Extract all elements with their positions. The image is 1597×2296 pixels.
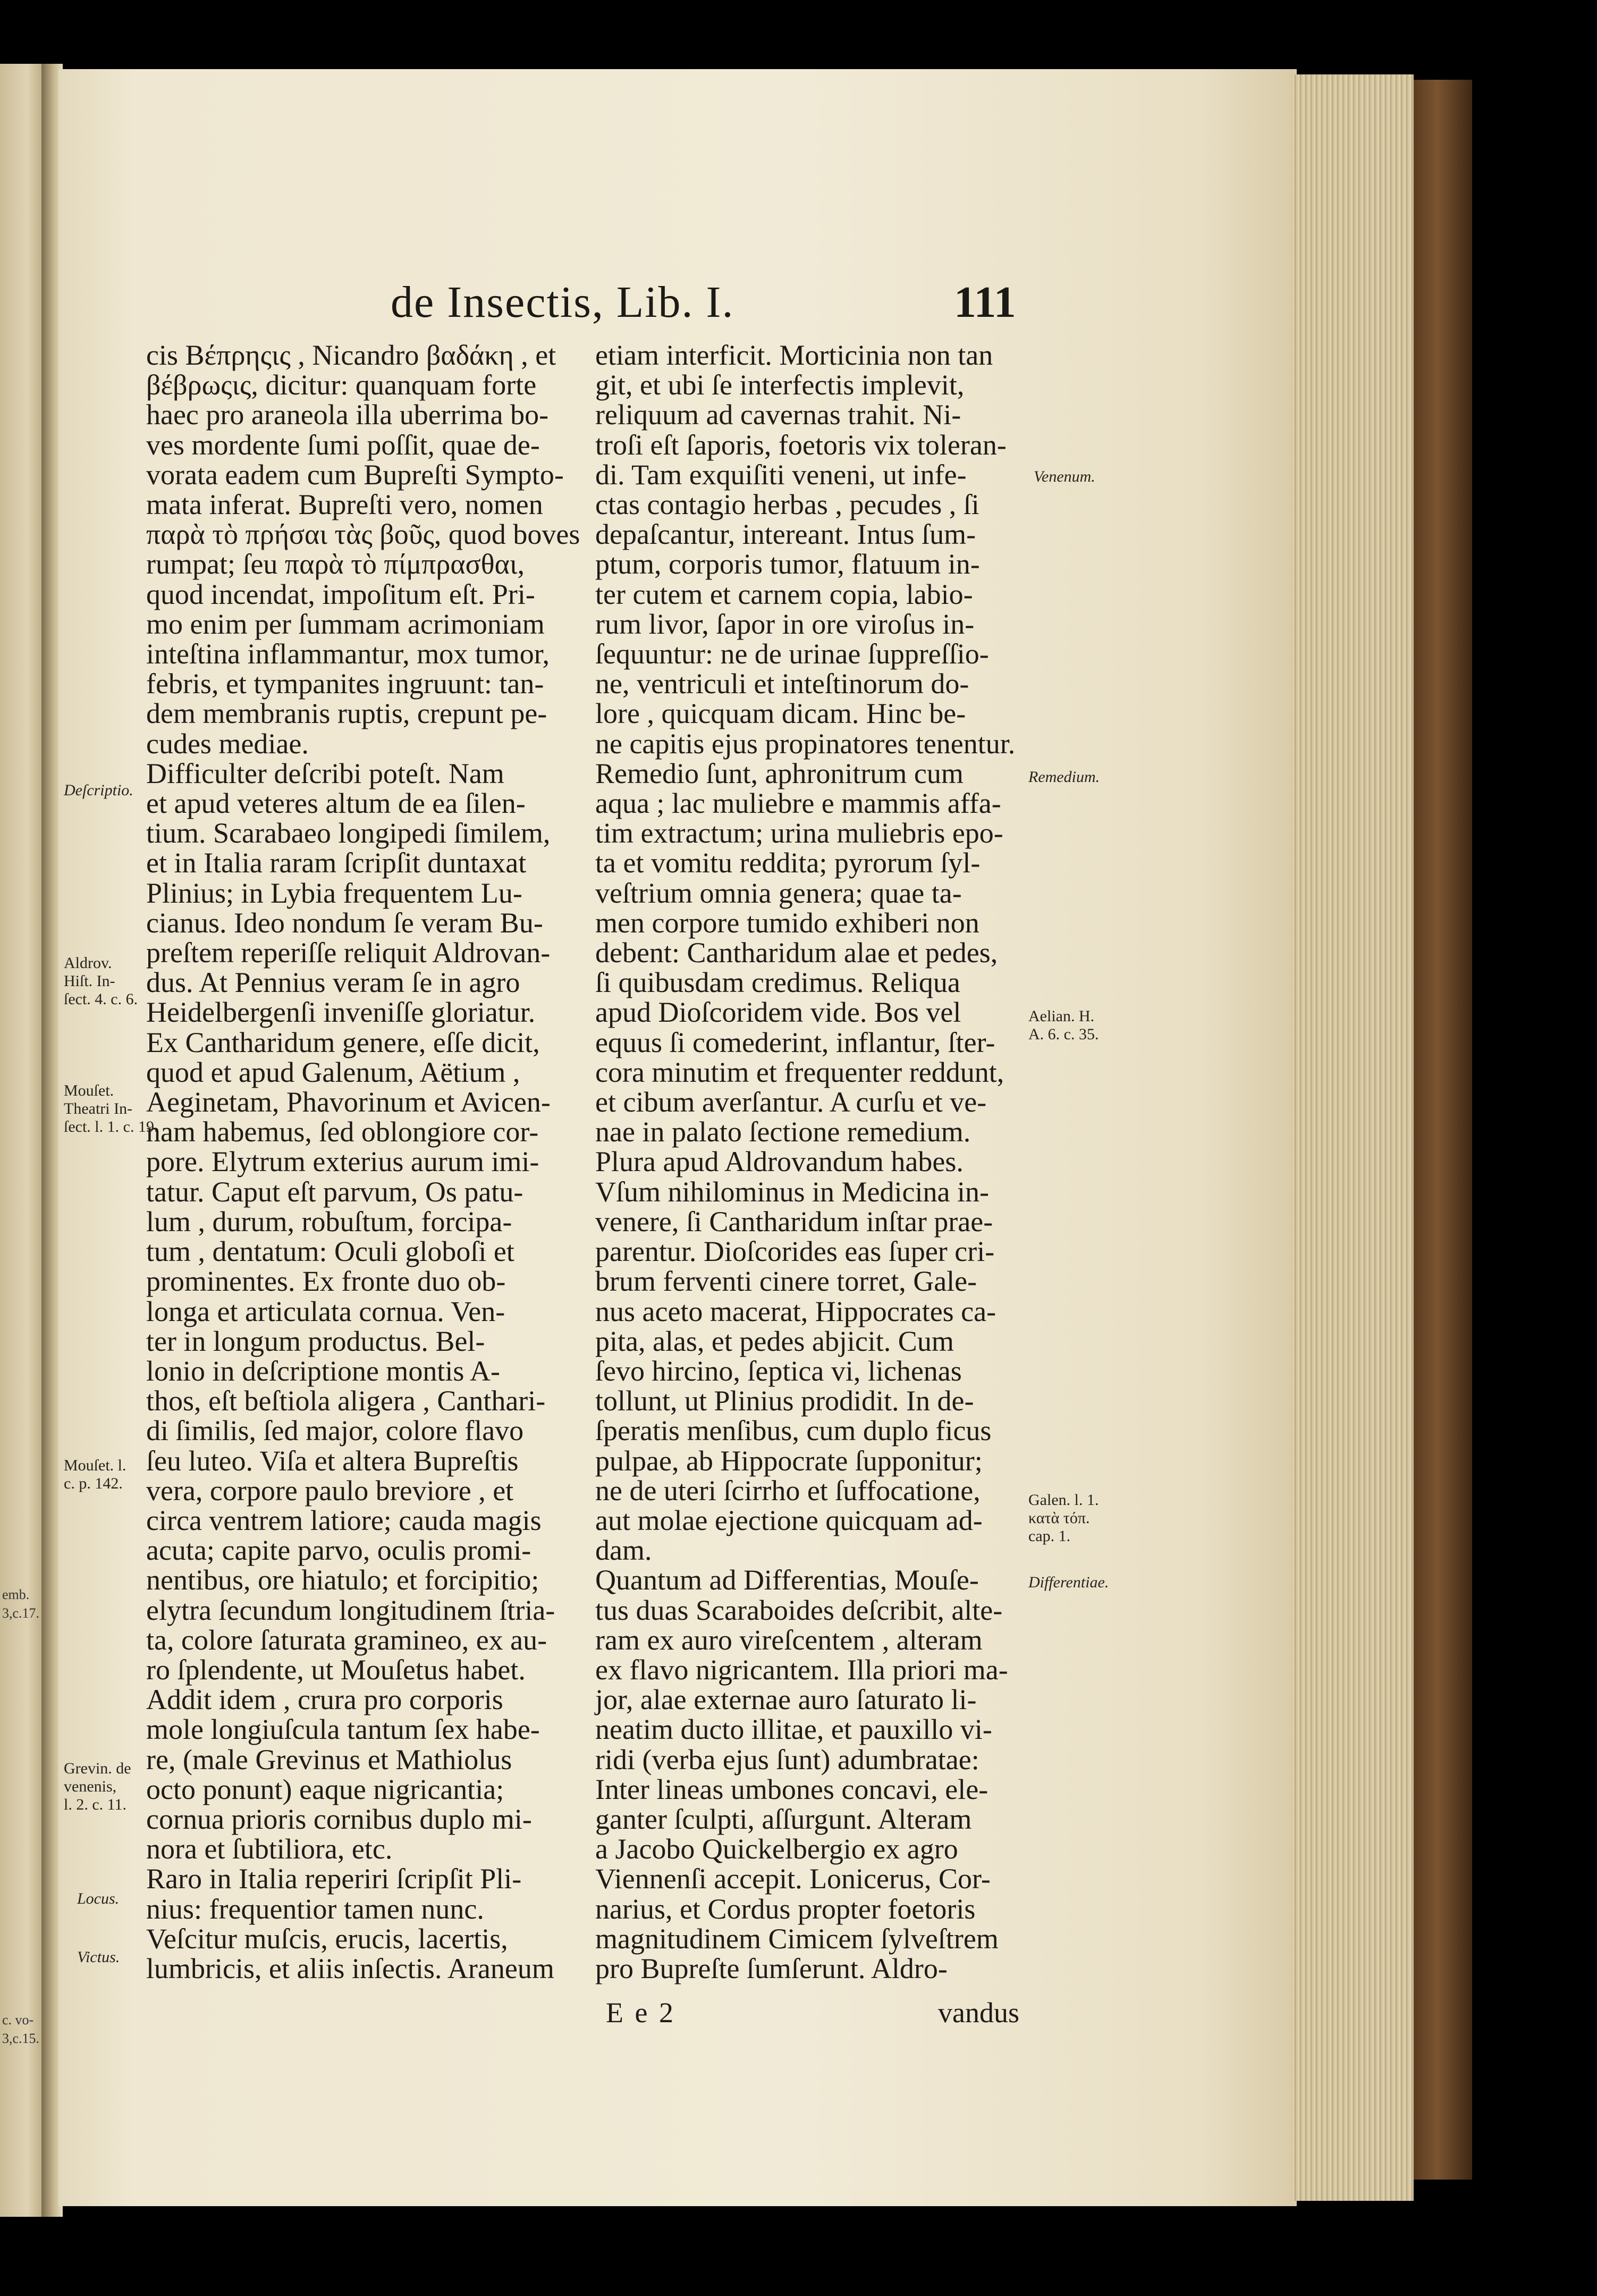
text-line: tollunt, ut Plinius prodidit. In de-: [595, 1385, 974, 1417]
text-line: etiam interficit. Morticinia non tan: [595, 339, 993, 371]
text-line: pulpae, ab Hippocrate ſupponitur;: [595, 1444, 983, 1477]
text-line: reliquum ad cavernas trahit. Ni-: [595, 399, 961, 431]
page-fore-edge: [1291, 74, 1414, 2201]
text-line: nus aceto macerat, Hippocrates ca-: [595, 1295, 996, 1327]
running-header: de Insectis, Lib. I.: [391, 277, 734, 327]
text-line: et in Italia raram ſcripſit duntaxat: [146, 847, 527, 879]
text-line: mole longiuſcula tantum ſex habe-: [146, 1713, 540, 1746]
text-line: Remedio ſunt, aphronitrum cum: [595, 757, 964, 789]
text-line: haec pro araneola illa uberrima bo-: [146, 399, 549, 431]
text-line: Difficulter deſcribi poteſt. Nam: [146, 757, 504, 789]
text-line: ctas contagio herbas , pecudes , ſi: [595, 489, 979, 521]
margin-note-aldrovandus: Aldrov. Hiſt. In- ſect. 4. c. 6.: [64, 954, 138, 1008]
text-line: ne de uteri ſcirrho et ſuffocatione,: [595, 1474, 981, 1507]
text-line: acuta; capite parvo, oculis promi-: [146, 1534, 531, 1567]
left-page-fragment: 3,c.17.: [2, 1605, 40, 1621]
text-line: aqua ; lac muliebre e mammis affa-: [595, 787, 1001, 820]
text-line: nam habemus, ſed oblongiore cor-: [146, 1116, 539, 1148]
text-line: rum livor, ſapor in ore viroſus in-: [595, 608, 975, 640]
text-line: ganter ſculpti, aſſurgunt. Alteram: [595, 1803, 972, 1835]
text-line: depaſcantur, intereant. Intus ſum-: [595, 518, 976, 551]
margin-note-differentiae: Differentiae.: [1028, 1574, 1109, 1591]
text-line: et cibum averſantur. A curſu et ve-: [595, 1086, 987, 1118]
text-line: ter cutem et carnem copia, labio-: [595, 578, 973, 610]
text-line: magnitudinem Cimicem ſylveſtrem: [595, 1922, 999, 1955]
text-line: Plinius; in Lybia frequentem Lu-: [146, 877, 522, 909]
text-line: git, et ubi ſe interfectis implevit,: [595, 369, 965, 401]
text-line: veſtrium omnia genera; quae ta-: [595, 877, 962, 909]
text-line: narius, et Cordus propter foetoris: [595, 1893, 976, 1925]
text-line: ro ſplendente, ut Mouſetus habet.: [146, 1653, 526, 1686]
text-line: lore , quicquam dicam. Hinc be-: [595, 697, 966, 730]
text-line: ter in longum productus. Bel-: [146, 1325, 485, 1357]
text-line: di. Tam exquiſiti veneni, ut infe-: [595, 458, 967, 491]
text-line: dem membranis ruptis, crepunt pe-: [146, 697, 547, 730]
text-line: inteſtina inflammantur, mox tumor,: [146, 638, 550, 670]
text-line: vorata eadem cum Bupreſti Sympto-: [146, 458, 564, 491]
text-line: tum , dentatum: Oculi globoſi et: [146, 1235, 514, 1268]
text-line: ves mordente ſumi poſſit, quae de-: [146, 428, 540, 461]
book-cover-edge: [1414, 80, 1472, 2180]
text-line: jor, alae externae auro ſaturato li-: [595, 1684, 977, 1716]
catchword: vandus: [938, 1997, 1019, 2029]
text-line: βέβρωςις, dicitur: quanquam forte: [146, 369, 537, 401]
text-line: Veſcitur muſcis, erucis, lacertis,: [146, 1922, 508, 1955]
margin-note-locus: Locus.: [77, 1890, 120, 1907]
text-line: elytra ſecundum longitudinem ſtria-: [146, 1594, 555, 1626]
text-line: lum , durum, robuſtum, forcipa-: [146, 1205, 512, 1238]
text-line: lonio in deſcriptione montis A-: [146, 1355, 500, 1387]
margin-note-victus: Victus.: [77, 1948, 120, 1966]
text-line: cianus. Ideo nondum ſe veram Bu-: [146, 906, 543, 939]
page-number: 111: [954, 277, 1016, 327]
text-line: equus ſi comederint, inflantur, ſter-: [595, 1026, 995, 1058]
text-line: παρὰ τὸ πρήσαι τὰς βοῦς, quod boves: [146, 518, 580, 551]
text-line: apud Dioſcoridem vide. Bos vel: [595, 996, 961, 1029]
text-line: Aeginetam, Phavorinum et Avicen-: [146, 1086, 551, 1118]
text-line: cora minutim et frequenter reddunt,: [595, 1056, 1004, 1088]
text-line: ſperatis menſibus, cum duplo ficus: [595, 1415, 992, 1447]
text-line: Addit idem , crura pro corporis: [146, 1684, 503, 1716]
text-line: venere, ſi Cantharidum inſtar prae-: [595, 1205, 993, 1238]
text-line: nora et ſubtiliora, etc.: [146, 1833, 393, 1865]
text-line: a Jacobo Quickelbergio ex agro: [595, 1833, 958, 1865]
text-column-left: [146, 339, 580, 1984]
text-line: lumbricis, et aliis inſectis. Araneum: [146, 1952, 554, 1984]
text-line: di ſimilis, ſed major, colore flavo: [146, 1415, 524, 1447]
margin-note-venenum: Venenum.: [1034, 468, 1095, 485]
text-line: ta et vomitu reddita; pyrorum ſyl-: [595, 847, 981, 879]
text-line: ptum, corporis tumor, flatuum in-: [595, 548, 980, 581]
margin-note-moufet: Mouſet. l. c. p. 142.: [64, 1457, 126, 1492]
text-line: cis Βέπρηςις , Nicandro βαδάκη , et: [146, 339, 556, 371]
margin-note-descriptio: Deſcriptio.: [64, 781, 133, 799]
text-line: aut molae ejectione quicquam ad-: [595, 1504, 983, 1536]
text-line: nius: frequentior tamen nunc.: [146, 1893, 484, 1925]
text-line: dus. At Pennius veram ſe in agro: [146, 966, 520, 999]
text-line: ſeu luteo. Viſa et altera Bupreſtis: [146, 1444, 519, 1477]
text-line: Plura apud Aldrovandum habes.: [595, 1146, 964, 1178]
text-line: ſevo hircino, ſeptica vi, lichenas: [595, 1355, 962, 1387]
margin-note-grevin: Grevin. de venenis, l. 2. c. 11.: [64, 1760, 131, 1813]
signature-mark: E e 2: [606, 1997, 675, 2029]
text-line: Raro in Italia reperiri ſcripſit Pli-: [146, 1863, 522, 1895]
text-line: thos, eſt beſtiola aligera , Canthari-: [146, 1385, 546, 1417]
text-line: re, (male Grevinus et Mathiolus: [146, 1743, 512, 1776]
text-line: rumpat; ſeu παρὰ τὸ πίμπρασθαι,: [146, 548, 525, 581]
left-page-fragment: 3,c.15.: [2, 2031, 40, 2046]
text-line: ta, colore ſaturata gramineo, ex au-: [146, 1624, 547, 1656]
text-line: ne capitis ejus propinatores tenentur.: [595, 727, 1016, 760]
text-line: debent: Cantharidum alae et pedes,: [595, 937, 998, 969]
text-line: quod incendat, impoſitum eſt. Pri-: [146, 578, 535, 610]
text-line: parentur. Dioſcorides eas ſuper cri-: [595, 1235, 995, 1268]
text-line: Quantum ad Differentias, Mouſe-: [595, 1564, 979, 1596]
text-line: preſtem reperiſſe reliquit Aldrovan-: [146, 937, 551, 969]
margin-note-aelian: Aelian. H. A. 6. c. 35.: [1028, 1007, 1099, 1043]
text-line: pita, alas, et pedes abjicit. Cum: [595, 1325, 954, 1357]
text-line: mo enim per ſummam acrimoniam: [146, 608, 545, 640]
text-line: circa ventrem latiore; cauda magis: [146, 1504, 542, 1536]
text-line: nentibus, ore hiatulo; et forcipitio;: [146, 1564, 539, 1596]
text-line: ex flavo nigricantem. Illa priori ma-: [595, 1653, 1008, 1686]
text-line: troſi eſt ſaporis, foetoris vix toleran-: [595, 428, 1007, 461]
text-line: quod et apud Galenum, Aëtium ,: [146, 1056, 520, 1088]
text-line: Vſum nihilominus in Medicina in-: [595, 1175, 989, 1208]
text-line: dam.: [595, 1534, 652, 1567]
text-line: octo ponunt) eaque nigricantia;: [146, 1773, 504, 1805]
text-line: neatim ducto illitae, et pauxillo vi-: [595, 1713, 992, 1746]
text-line: brum ferventi cinere torret, Gale-: [595, 1265, 977, 1298]
text-line: pore. Elytrum exterius aurum imi-: [146, 1146, 539, 1178]
text-line: febris, et tympanites ingruunt: tan-: [146, 668, 544, 700]
text-line: ſi quibusdam credimus. Reliqua: [595, 966, 960, 999]
text-line: vera, corpore paulo breviore , et: [146, 1474, 514, 1507]
text-line: mata inferat. Bupreſti vero, nomen: [146, 489, 543, 521]
text-line: ram ex auro vireſcentem , alteram: [595, 1624, 983, 1656]
text-line: ne, ventriculi et inteſtinorum do-: [595, 668, 969, 700]
margin-note-moufet-theatri: Mouſet. Theatri In- ſect. l. 1. c. 19.: [64, 1082, 158, 1136]
text-line: tatur. Caput eſt parvum, Os patu-: [146, 1175, 523, 1208]
text-line: cornua prioris cornibus duplo mi-: [146, 1803, 532, 1835]
margin-note-galen: Galen. l. 1. κατὰ τόπ. cap. 1.: [1028, 1491, 1099, 1545]
text-line: cudes mediae.: [146, 727, 309, 760]
text-line: pro Bupreſte ſumſerunt. Aldro-: [595, 1952, 948, 1984]
text-line: ſequuntur: ne de urinae ſuppreſſio-: [595, 638, 989, 670]
text-line: longa et articulata cornua. Ven-: [146, 1295, 505, 1327]
text-line: tium. Scarabaeo longipedi ſimilem,: [146, 817, 551, 850]
text-line: men corpore tumido exhiberi non: [595, 906, 979, 939]
text-line: Ex Cantharidum genere, eſſe dicit,: [146, 1026, 540, 1058]
text-line: tim extractum; urina muliebris epo-: [595, 817, 1003, 850]
text-line: nae in palato ſectione remedium.: [595, 1116, 971, 1148]
left-page-fragment: c. vo-: [2, 2012, 34, 2028]
left-facing-page-edge: [0, 64, 45, 2217]
left-page-fragment: emb.: [2, 1587, 30, 1602]
text-line: et apud veteres altum de ea ſilen-: [146, 787, 526, 820]
text-line: tus duas Scaraboides deſcribit, alte-: [595, 1594, 1003, 1626]
text-line: Viennenſi accepit. Lonicerus, Cor-: [595, 1863, 991, 1895]
margin-note-remedium: Remedium.: [1028, 768, 1100, 786]
text-line: prominentes. Ex fronte duo ob-: [146, 1265, 506, 1298]
text-line: Inter lineas umbones concavi, ele-: [595, 1773, 988, 1805]
text-line: Heidelbergenſi inveniſſe gloriatur.: [146, 996, 536, 1029]
text-column-right: [595, 340, 1020, 1983]
text-line: ridi (verba ejus ſunt) adumbratae:: [595, 1743, 979, 1776]
